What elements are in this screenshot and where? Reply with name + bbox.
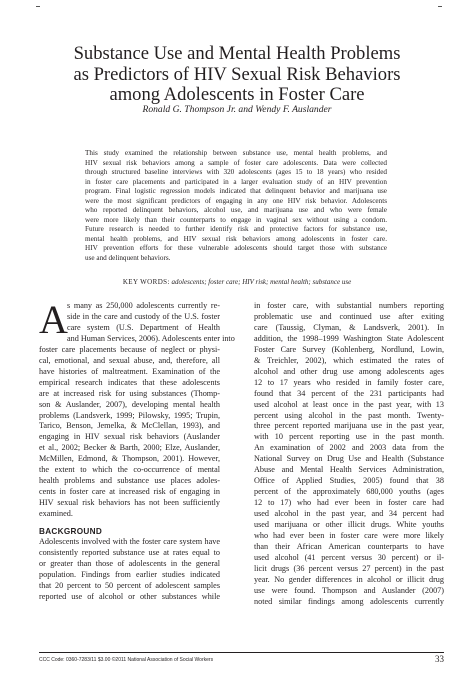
keywords-label: KEY WORDS: (122, 278, 170, 286)
text-line: Abuse and Mental Health Services Administration, (254, 465, 444, 475)
text-line: Foster Care Survey (Kohlenberg, Nordlund, Lowin, (254, 344, 444, 354)
text-line: An examination of 2002 and 2003 data from the (254, 443, 444, 453)
text-line: used alcohol (41 percent versus 30 percent) or il- (254, 552, 444, 562)
text-line: health problems and substance use places adoles- (39, 476, 220, 486)
text-line: problematic use and continued use after exiting (254, 311, 444, 321)
text-line: National Survey on Drug Use and Health (Substance (254, 454, 444, 464)
text-line: son & Auslander, 2007), developing mental health (39, 399, 220, 409)
text-line: with 10 percent reporting use in the past month. (254, 432, 444, 442)
text-line: addition, the 1998–1999 Washington State Adolescent (254, 333, 444, 343)
text-line: use were found. Thompson and Auslander (2007) (254, 585, 444, 595)
text-line: used alcohol at least once in the past year, with 13 (254, 399, 444, 409)
text-line: who reported delinquent behaviors, alcohol use, and marijuana use and who were female (85, 206, 387, 215)
text-line: care system (U.S. Department of Health (67, 322, 220, 332)
body-column-left (39, 297, 235, 603)
drop-cap: A (39, 297, 68, 342)
text-line: in foster care, with substantial numbers reporting (254, 301, 444, 310)
text-line: side in the care and custody of the U.S. foster (67, 311, 220, 321)
text-line: population. Findings from earlier studies indicated (39, 569, 220, 579)
keywords (20, 278, 454, 287)
text-line: care (Taussig, Clyman, & Landsverk, 2001). In (254, 322, 444, 332)
footer-copyright: CCC Code: 0360-7283/11 $3.00 ©2011 National Association of Social Workers (39, 657, 214, 663)
text-line: problems (Landsverk, 1999; Pilowsky, 1995; Trupin, (39, 410, 220, 420)
text-line: noted similar findings among adolescents currently (254, 596, 444, 606)
text-line: or greater than those of adolescents in the general (39, 558, 220, 568)
crop-mark-right (438, 6, 442, 7)
text-line: Tarico, Benson, Jemelka, & McClellan, 1993), and (39, 421, 220, 431)
text-line: cents in foster care at increased risk of engaging in (39, 487, 220, 497)
text-line: cal, emotional, and sexual abuse, and, therefore, all (39, 355, 220, 365)
text-line: are at increased risk for using substances (Thomp- (39, 388, 220, 398)
text-line: three percent reported marijuana use in the past year, (254, 421, 444, 431)
text-line: examined. (39, 509, 73, 519)
text-line: HIV sexual risk behaviors has not been sufficiently (39, 498, 220, 508)
text-line: 12 to 17) who had ever been in foster care had (254, 498, 444, 508)
text-line: empirical research indicates that these adolescents (39, 377, 220, 387)
text-line: year. No gender differences in alcohol or illicit drug (254, 574, 444, 584)
text-line: than their African American counterparts to have (254, 541, 444, 551)
text-line: who had ever been in foster care were more likely (254, 531, 444, 541)
text-line: & Treichler, 2002), which estimated the rates of (254, 355, 444, 365)
text-line: Future research is needed to further identify risk and protective factors for substance use, (85, 225, 387, 234)
text-line: in foster care placements and participated in a larger evaluation study of an HIV prevention (85, 177, 387, 186)
text-line: use and delinquent behaviors. (85, 253, 171, 262)
text-line: reported use of alcohol or other substances while (39, 591, 220, 601)
text-line: s many as 250,000 adolescents currently re- (67, 301, 220, 310)
title-line: among Adolescents in Foster Care (109, 84, 365, 105)
text-line: percent of the approximately 680,000 youths (ages (254, 487, 444, 497)
text-line: This study examined the relationship between substance use, mental health problems, and (85, 149, 387, 157)
section-heading: BACKGROUND (39, 527, 103, 537)
text-line: program. Final logistic regression models indicated that delinquent behavior and marijuana use (85, 187, 387, 196)
article-title (20, 44, 454, 106)
text-line: 12 to 17 years who resided in family foster care, (254, 377, 444, 387)
text-line: consistently reported substance use at rates equal to (39, 548, 220, 558)
text-line: foster care placements because of neglect or physi- (39, 344, 220, 354)
keywords-list: adolescents; foster care; HIV risk; mental health; substance use (171, 278, 352, 286)
text-line: were the most significant predictors of engaging in any one HIV risk behavior. Adolescents (85, 196, 387, 205)
title-line: Substance Use and Mental Health Problems (73, 43, 401, 64)
text-line: HIV prevention efforts for these vulnerable adolescents should target those with substance (85, 244, 387, 253)
text-line: HIV sexual risk behaviors among a sample of foster care adolescents. Data were collected (85, 158, 387, 167)
crop-mark-left (36, 6, 40, 7)
text-line: through structured baseline interviews with 320 adolescents (ages 15 to 18 years) who resided (85, 168, 387, 177)
body-column-right (254, 301, 444, 608)
abstract (85, 149, 387, 263)
text-line: that 20 percent to 50 percent of adolescent samples (39, 580, 220, 590)
text-line: alcohol and other drug use among adolescents ages (254, 366, 444, 376)
footer-rule (39, 652, 444, 653)
text-line: and Human Services, 2006). Adolescents enter into (67, 333, 235, 343)
text-line: licit drugs (36 percent versus 27 percent) in the past (254, 563, 444, 573)
text-line: found that 34 percent of the 231 participants had (254, 388, 444, 398)
text-line: were more likely than their counterparts to engage in vaginal sex without using a condom. (85, 215, 387, 224)
text-line: the extent to which the co-occurrence of mental (39, 465, 220, 475)
text-line: used alcohol in the past year, and 34 percent had (254, 509, 444, 519)
text-line: have histories of maltreatment. Examination of the (39, 366, 220, 376)
text-line: Office of Applied Studies, 2005) found that 38 (254, 476, 444, 486)
text-line: percent using alcohol in the past month. Twenty- (254, 410, 444, 420)
article-authors: Ronald G. Thompson Jr. and Wendy F. Auslander (142, 104, 332, 115)
title-line: as Predictors of HIV Sexual Risk Behaviors (73, 63, 401, 85)
page-number: 33 (435, 654, 444, 664)
text-line: et al., 2002; Becker & Barth, 2000; Elze, Auslander, (39, 443, 220, 453)
text-line: engaging in HIV sexual risk behaviors (Auslander (39, 432, 220, 442)
text-line: McMillen, Edmond, & Thompson, 2001). However, (39, 454, 220, 464)
text-line: used marijuana or other illicit drugs. White youths (254, 520, 444, 530)
text-line: Adolescents involved with the foster care system have (39, 537, 220, 547)
text-line: mental health problems, and HIV sexual risk behaviors among adolescents in foster care. (85, 234, 387, 243)
